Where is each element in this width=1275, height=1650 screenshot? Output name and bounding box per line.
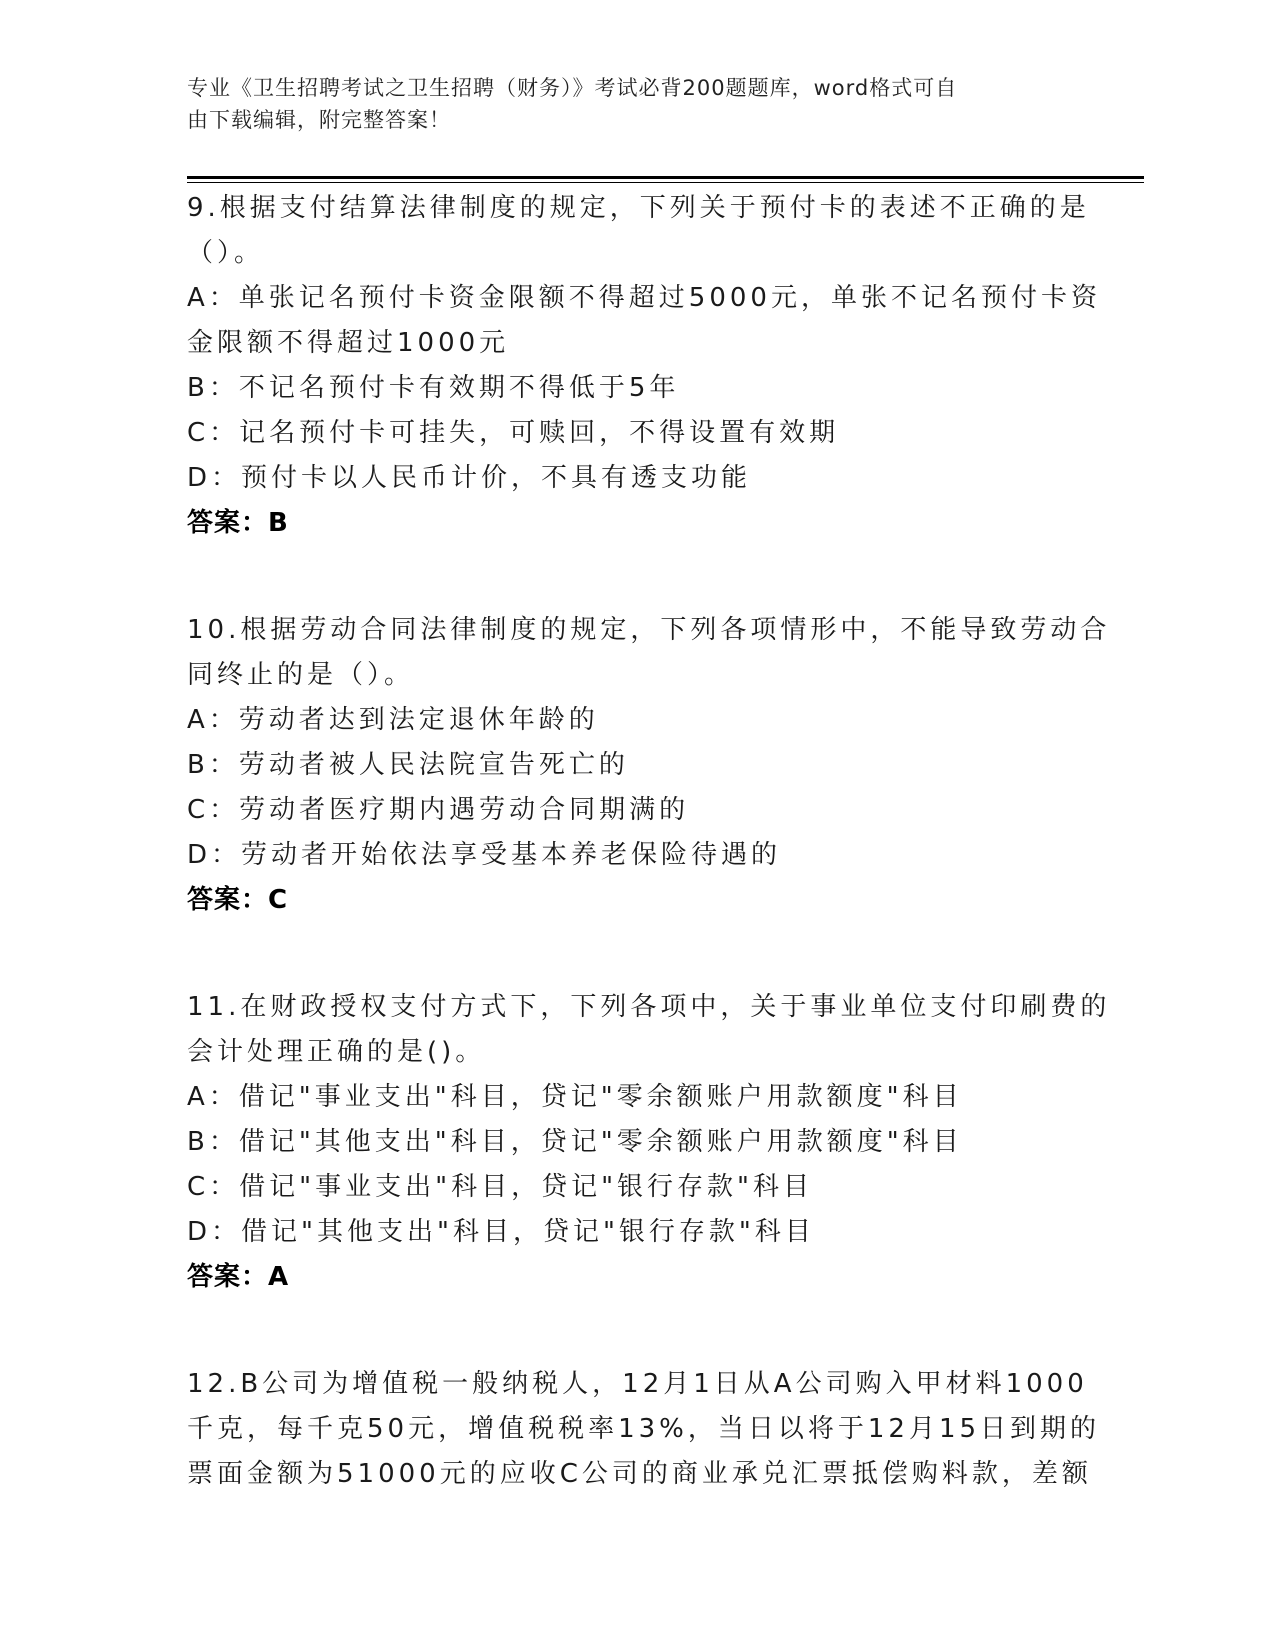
question-list: [187, 186, 1111, 1559]
question-10: [187, 608, 1111, 923]
question-stem: （）。: [187, 238, 265, 268]
answer-label: 答案：A: [187, 1262, 290, 1292]
option-d: D：劳动者开始依法享受基本养老保险待遇的: [187, 840, 782, 870]
question-stem: 会计处理正确的是()。: [187, 1037, 486, 1067]
option-b: B：不记名预付卡有效期不得低于5年: [187, 373, 680, 403]
answer-label: 答案：B: [187, 508, 289, 538]
question-stem: 10.根据劳动合同法律制度的规定，下列各项情形中，不能导致劳动合: [187, 615, 1111, 645]
option-a: A：劳动者达到法定退休年龄的: [187, 705, 599, 735]
question-stem: 票面金额为51000元的应收C公司的商业承兑汇票抵偿购料款，差额: [187, 1459, 1092, 1489]
option-c: C：借记"事业支出"科目，贷记"银行存款"科目: [187, 1172, 813, 1202]
option-a: A：单张记名预付卡资金限额不得超过5000元，单张不记名预付卡资: [187, 283, 1101, 313]
option-a-continued: 金限额不得超过1000元: [187, 328, 510, 358]
question-stem: 同终止的是（）。: [187, 660, 415, 690]
answer-label: 答案：C: [187, 885, 289, 915]
question-stem: 11.在财政授权支付方式下，下列各项中，关于事业单位支付印刷费的: [187, 992, 1111, 1022]
question-stem: 千克，每千克50元，增值税税率13%，当日以将于12月15日到期的: [187, 1414, 1101, 1444]
option-b: B：劳动者被人民法院宣告死亡的: [187, 750, 629, 780]
question-stem: 12.B公司为增值税一般纳税人，12月1日从A公司购入甲材料1000: [187, 1369, 1088, 1399]
option-c: C：记名预付卡可挂失，可赎回，不得设置有效期: [187, 418, 840, 448]
header-title-line-1: 专业《卫生招聘考试之卫生招聘（财务）》考试必背200题题库，word格式可自: [187, 76, 958, 100]
document-header: [187, 72, 1067, 136]
option-d: D：预付卡以人民币计价，不具有透支功能: [187, 463, 752, 493]
question-12: [187, 1362, 1101, 1497]
option-d: D：借记"其他支出"科目，贷记"银行存款"科目: [187, 1217, 815, 1247]
question-9: [187, 186, 1101, 546]
option-b: B：借记"其他支出"科目，贷记"零余额账户用款额度"科目: [187, 1127, 963, 1157]
header-divider-thick: [187, 176, 1144, 179]
question-11: [187, 985, 1111, 1300]
question-stem: 9.根据支付结算法律制度的规定，下列关于预付卡的表述不正确的是: [187, 193, 1090, 223]
option-c: C：劳动者医疗期内遇劳动合同期满的: [187, 795, 690, 825]
header-divider-thin: [187, 182, 1144, 183]
header-title-line-2: 由下载编辑，附完整答案！: [187, 108, 451, 132]
option-a: A：借记"事业支出"科目，贷记"零余额账户用款额度"科目: [187, 1082, 963, 1112]
